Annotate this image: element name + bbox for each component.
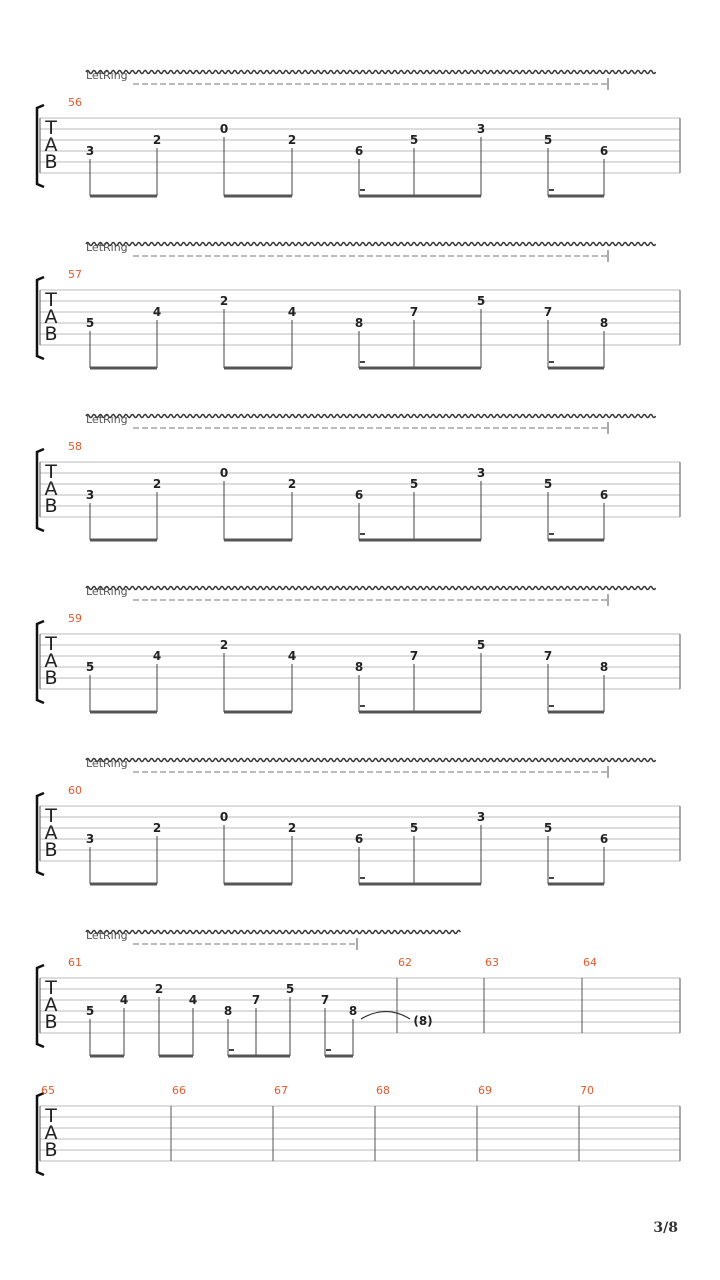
tab-clef-letter-b: B (44, 323, 58, 345)
tab-clef-letter-b: B (44, 495, 58, 517)
tab-clef-letter-a: A (44, 1122, 58, 1144)
page-number: 3/8 (653, 1220, 678, 1236)
fret-number: 4 (188, 993, 198, 1007)
fret-number: 2 (154, 982, 164, 996)
fret-number: 2 (152, 477, 162, 491)
dotted-marker (229, 1049, 234, 1051)
fret-number: 2 (287, 821, 297, 835)
bar-number: 57 (68, 268, 82, 281)
fret-number: 7 (409, 649, 419, 663)
fret-number: 5 (409, 477, 419, 491)
fret-number: 2 (219, 294, 229, 308)
dotted-marker (549, 705, 554, 707)
fret-number: 7 (409, 305, 419, 319)
fret-number: 4 (287, 649, 297, 663)
tab-clef-letter-t: T (45, 289, 57, 311)
let-ring-label: LetRing (86, 413, 128, 426)
bar-number: 56 (68, 96, 82, 109)
fret-number: 3 (85, 832, 95, 846)
dotted-marker (360, 189, 365, 191)
bar-number: 67 (274, 1084, 288, 1097)
fret-number: 8 (599, 660, 609, 674)
fret-number: 7 (251, 993, 261, 1007)
tab-clef-letter-b: B (44, 839, 58, 861)
vibrato-line (86, 759, 656, 762)
fret-number: 8 (348, 1004, 358, 1018)
fret-number: 3 (476, 122, 486, 136)
tab-clef-letter-t: T (45, 461, 57, 483)
bar-number: 61 (68, 956, 82, 969)
bar-number: 64 (583, 956, 597, 969)
tab-clef-letter-a: A (44, 134, 58, 156)
dotted-marker (360, 877, 365, 879)
fret-number: 6 (599, 144, 609, 158)
bar-number: 66 (172, 1084, 186, 1097)
bar-number: 70 (580, 1084, 594, 1097)
fret-number: 6 (354, 488, 364, 502)
fret-number: 6 (354, 144, 364, 158)
fret-number: 5 (476, 638, 486, 652)
tab-clef-letter-b: B (44, 151, 58, 173)
tab-clef-letter-t: T (45, 977, 57, 999)
bar-number: 62 (398, 956, 412, 969)
fret-number: 0 (219, 122, 229, 136)
let-ring-label: LetRing (86, 757, 128, 770)
fret-number: 5 (85, 1004, 95, 1018)
fret-number: 2 (152, 821, 162, 835)
tab-clef-letter-t: T (45, 633, 57, 655)
dotted-marker (549, 877, 554, 879)
fret-number: 7 (543, 649, 553, 663)
bar-number: 63 (485, 956, 499, 969)
dotted-marker (360, 705, 365, 707)
tab-clef-letter-a: A (44, 994, 58, 1016)
dotted-marker (549, 361, 554, 363)
let-ring-label: LetRing (86, 929, 128, 942)
fret-number: 5 (476, 294, 486, 308)
fret-number: 2 (287, 133, 297, 147)
fret-number: 5 (409, 133, 419, 147)
bar-number: 58 (68, 440, 82, 453)
tab-clef-letter-b: B (44, 667, 58, 689)
bar-number: 68 (376, 1084, 390, 1097)
fret-number: 5 (543, 477, 553, 491)
dotted-marker (326, 1049, 331, 1051)
fret-number: 8 (354, 660, 364, 674)
bar-number: 59 (68, 612, 82, 625)
fret-number: 4 (152, 305, 162, 319)
vibrato-line (86, 415, 656, 418)
fret-number: 3 (476, 810, 486, 824)
fret-number: 6 (599, 832, 609, 846)
fret-number: 5 (85, 660, 95, 674)
fret-number: 2 (219, 638, 229, 652)
vibrato-line (86, 587, 656, 590)
dotted-marker (549, 189, 554, 191)
dotted-marker (549, 533, 554, 535)
fret-number: 5 (409, 821, 419, 835)
tied-fret-number: (8) (413, 1014, 433, 1028)
tab-clef-letter-b: B (44, 1139, 58, 1161)
fret-number: 0 (219, 466, 229, 480)
fret-number: 7 (543, 305, 553, 319)
fret-number: 5 (85, 316, 95, 330)
bar-number: 60 (68, 784, 82, 797)
tab-clef-letter-a: A (44, 478, 58, 500)
fret-number: 5 (543, 821, 553, 835)
tie-arc (361, 1012, 410, 1020)
tab-clef-letter-a: A (44, 650, 58, 672)
let-ring-label: LetRing (86, 241, 128, 254)
tab-clef-letter-t: T (45, 117, 57, 139)
tab-clef-letter-t: T (45, 1105, 57, 1127)
fret-number: 5 (543, 133, 553, 147)
fret-number: 4 (152, 649, 162, 663)
fret-number: 2 (287, 477, 297, 491)
fret-number: 0 (219, 810, 229, 824)
fret-number: 6 (354, 832, 364, 846)
tab-clef-letter-a: A (44, 822, 58, 844)
vibrato-line (86, 931, 460, 934)
fret-number: 5 (285, 982, 295, 996)
let-ring-label: LetRing (86, 69, 128, 82)
fret-number: 4 (287, 305, 297, 319)
vibrato-line (86, 71, 656, 74)
dotted-marker (360, 361, 365, 363)
tab-clef-letter-b: B (44, 1011, 58, 1033)
fret-number: 3 (85, 488, 95, 502)
fret-number: 8 (354, 316, 364, 330)
let-ring-label: LetRing (86, 585, 128, 598)
tab-clef-letter-t: T (45, 805, 57, 827)
fret-number: 2 (152, 133, 162, 147)
tab-clef-letter-a: A (44, 306, 58, 328)
bar-number: 65 (41, 1084, 55, 1097)
fret-number: 7 (320, 993, 330, 1007)
bar-number: 69 (478, 1084, 492, 1097)
fret-number: 3 (85, 144, 95, 158)
fret-number: 8 (599, 316, 609, 330)
vibrato-line (86, 243, 656, 246)
fret-number: 3 (476, 466, 486, 480)
dotted-marker (360, 533, 365, 535)
fret-number: 4 (119, 993, 129, 1007)
fret-number: 6 (599, 488, 609, 502)
fret-number: 8 (223, 1004, 233, 1018)
